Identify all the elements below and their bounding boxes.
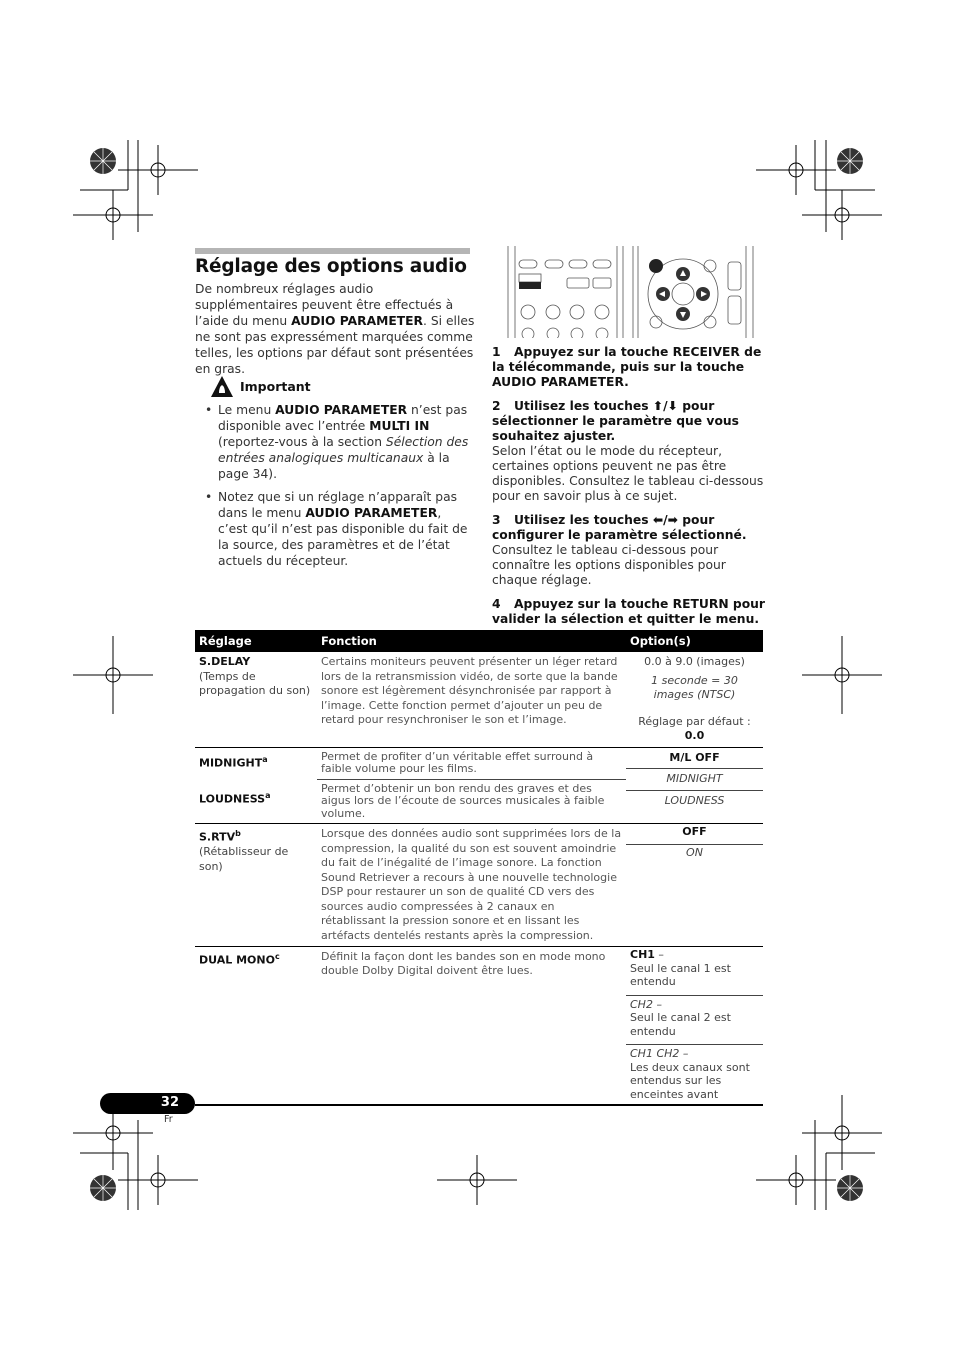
page-number-badge: 32	[100, 1093, 195, 1114]
header-function: Fonction	[317, 630, 626, 652]
step-4: 4 Appuyez sur la touche RETURN pour valider la sélection et quitter le menu.	[492, 597, 765, 626]
table-row: Permet d’obtenir un bon rendu des graves et des aigus lors de l’écoute de sources musicales à faible volume.	[195, 779, 763, 824]
step-3: 3 Utilisez les touches ⬅/➡ pour configurer le paramètre sélectionné. Consultez le tableau ci-dessous pour connaître les options disponibles pour chaque réglage.	[492, 513, 747, 587]
step-2: 2 Utilisez les touches ⬆/⬇ pour sélectionner le paramètre que vous souhaitez ajuster. Selon l’état ou le mode du récepteur, certaines options peuvent ne pas être disponibles. Consultez le tableau ci-dessous pour en savoir plus à ce sujet.	[492, 399, 764, 503]
important-bullets	[203, 402, 473, 574]
table-header-row	[195, 630, 763, 652]
remote-control-illustration	[505, 246, 755, 338]
step-1: 1 Appuyez sur la touche RECEIVER de la télécommande, puis sur la touche AUDIO PARAMETER.	[492, 345, 762, 389]
table-row: S.RTV$^b$ (Rétablisseur de son) Lorsque des données audio sont supprimées lors de la compression, la qualité du son est souvent amoindrie du fait de l’inégalité de l’image sonore. La fonction Sound Retriever a recours à une nouvelle technologie DSP pour restaurer un son de qualité CD vers des sources audio compressées à 2 canaux en rétablissant la pression sonore et en lissant les artéfacts dentelés restants après la compression. OFF ON	[195, 824, 763, 947]
warning-icon	[210, 375, 234, 399]
language-code: Fr	[164, 1114, 173, 1125]
header-options: Option(s)	[626, 630, 763, 652]
section-title: Réglage des options audio	[195, 256, 467, 277]
steps-list	[492, 345, 767, 636]
audio-options-table	[195, 630, 763, 1106]
section-bar	[195, 248, 470, 254]
table-row: MIDNIGHT$^a$ LOUDNESS$^a$ Permet de profiter d’un véritable effet surround à faible volume pour les films. M/L OFF MIDNIGHT LOUDNESS	[195, 747, 763, 779]
table-row: DUAL MONO$^c$ Définit la façon dont les bandes son en mode mono double Dolby Digital doivent être lues. CH1 – Seul le canal 1 est entendu CH2 – Seul le canal 2 est entendu CH1 CH2 – Les deux canaux sont entendus sur les enceintes avant	[195, 947, 763, 1106]
bullet-item: • Le menu AUDIO PARAMETER n’est pas disponible avec l’entrée MULTI IN (reportez-vous à la section Sélection des entrées analogiques multicanaux à la page 34).	[203, 402, 473, 482]
important-title: Important	[240, 379, 311, 394]
table-row: S.DELAY (Temps de propagation du son) Certains moniteurs peuvent présenter un léger retard lors de la retransmission vidéo, de sorte que la bande sonore est légèrement désynchronisée par rapport à l’image. Cette fonction permet d’ajouter un peu de retard pour resynchroniser le son et l’image. 0.0 à 9.0 (images) 1 seconde = 30 images (NTSC) Réglage par défaut : 0.0	[199, 655, 751, 742]
header-setting: Réglage	[195, 630, 317, 652]
intro-paragraph: De nombreux réglages audio supplémentaires peuvent être effectués à l’aide du menu AUDIO PARAMETER. Si elles ne sont pas expressément marquées comme telles, les options par défaut sont présentées en gras.	[195, 282, 475, 376]
bullet-item: • Notez que si un réglage n’apparaît pas dans le menu AUDIO PARAMETER, c’est qu’il n’est pas disponible du fait de la source, des paramètres et de l’état actuels du récepteur.	[203, 489, 473, 569]
